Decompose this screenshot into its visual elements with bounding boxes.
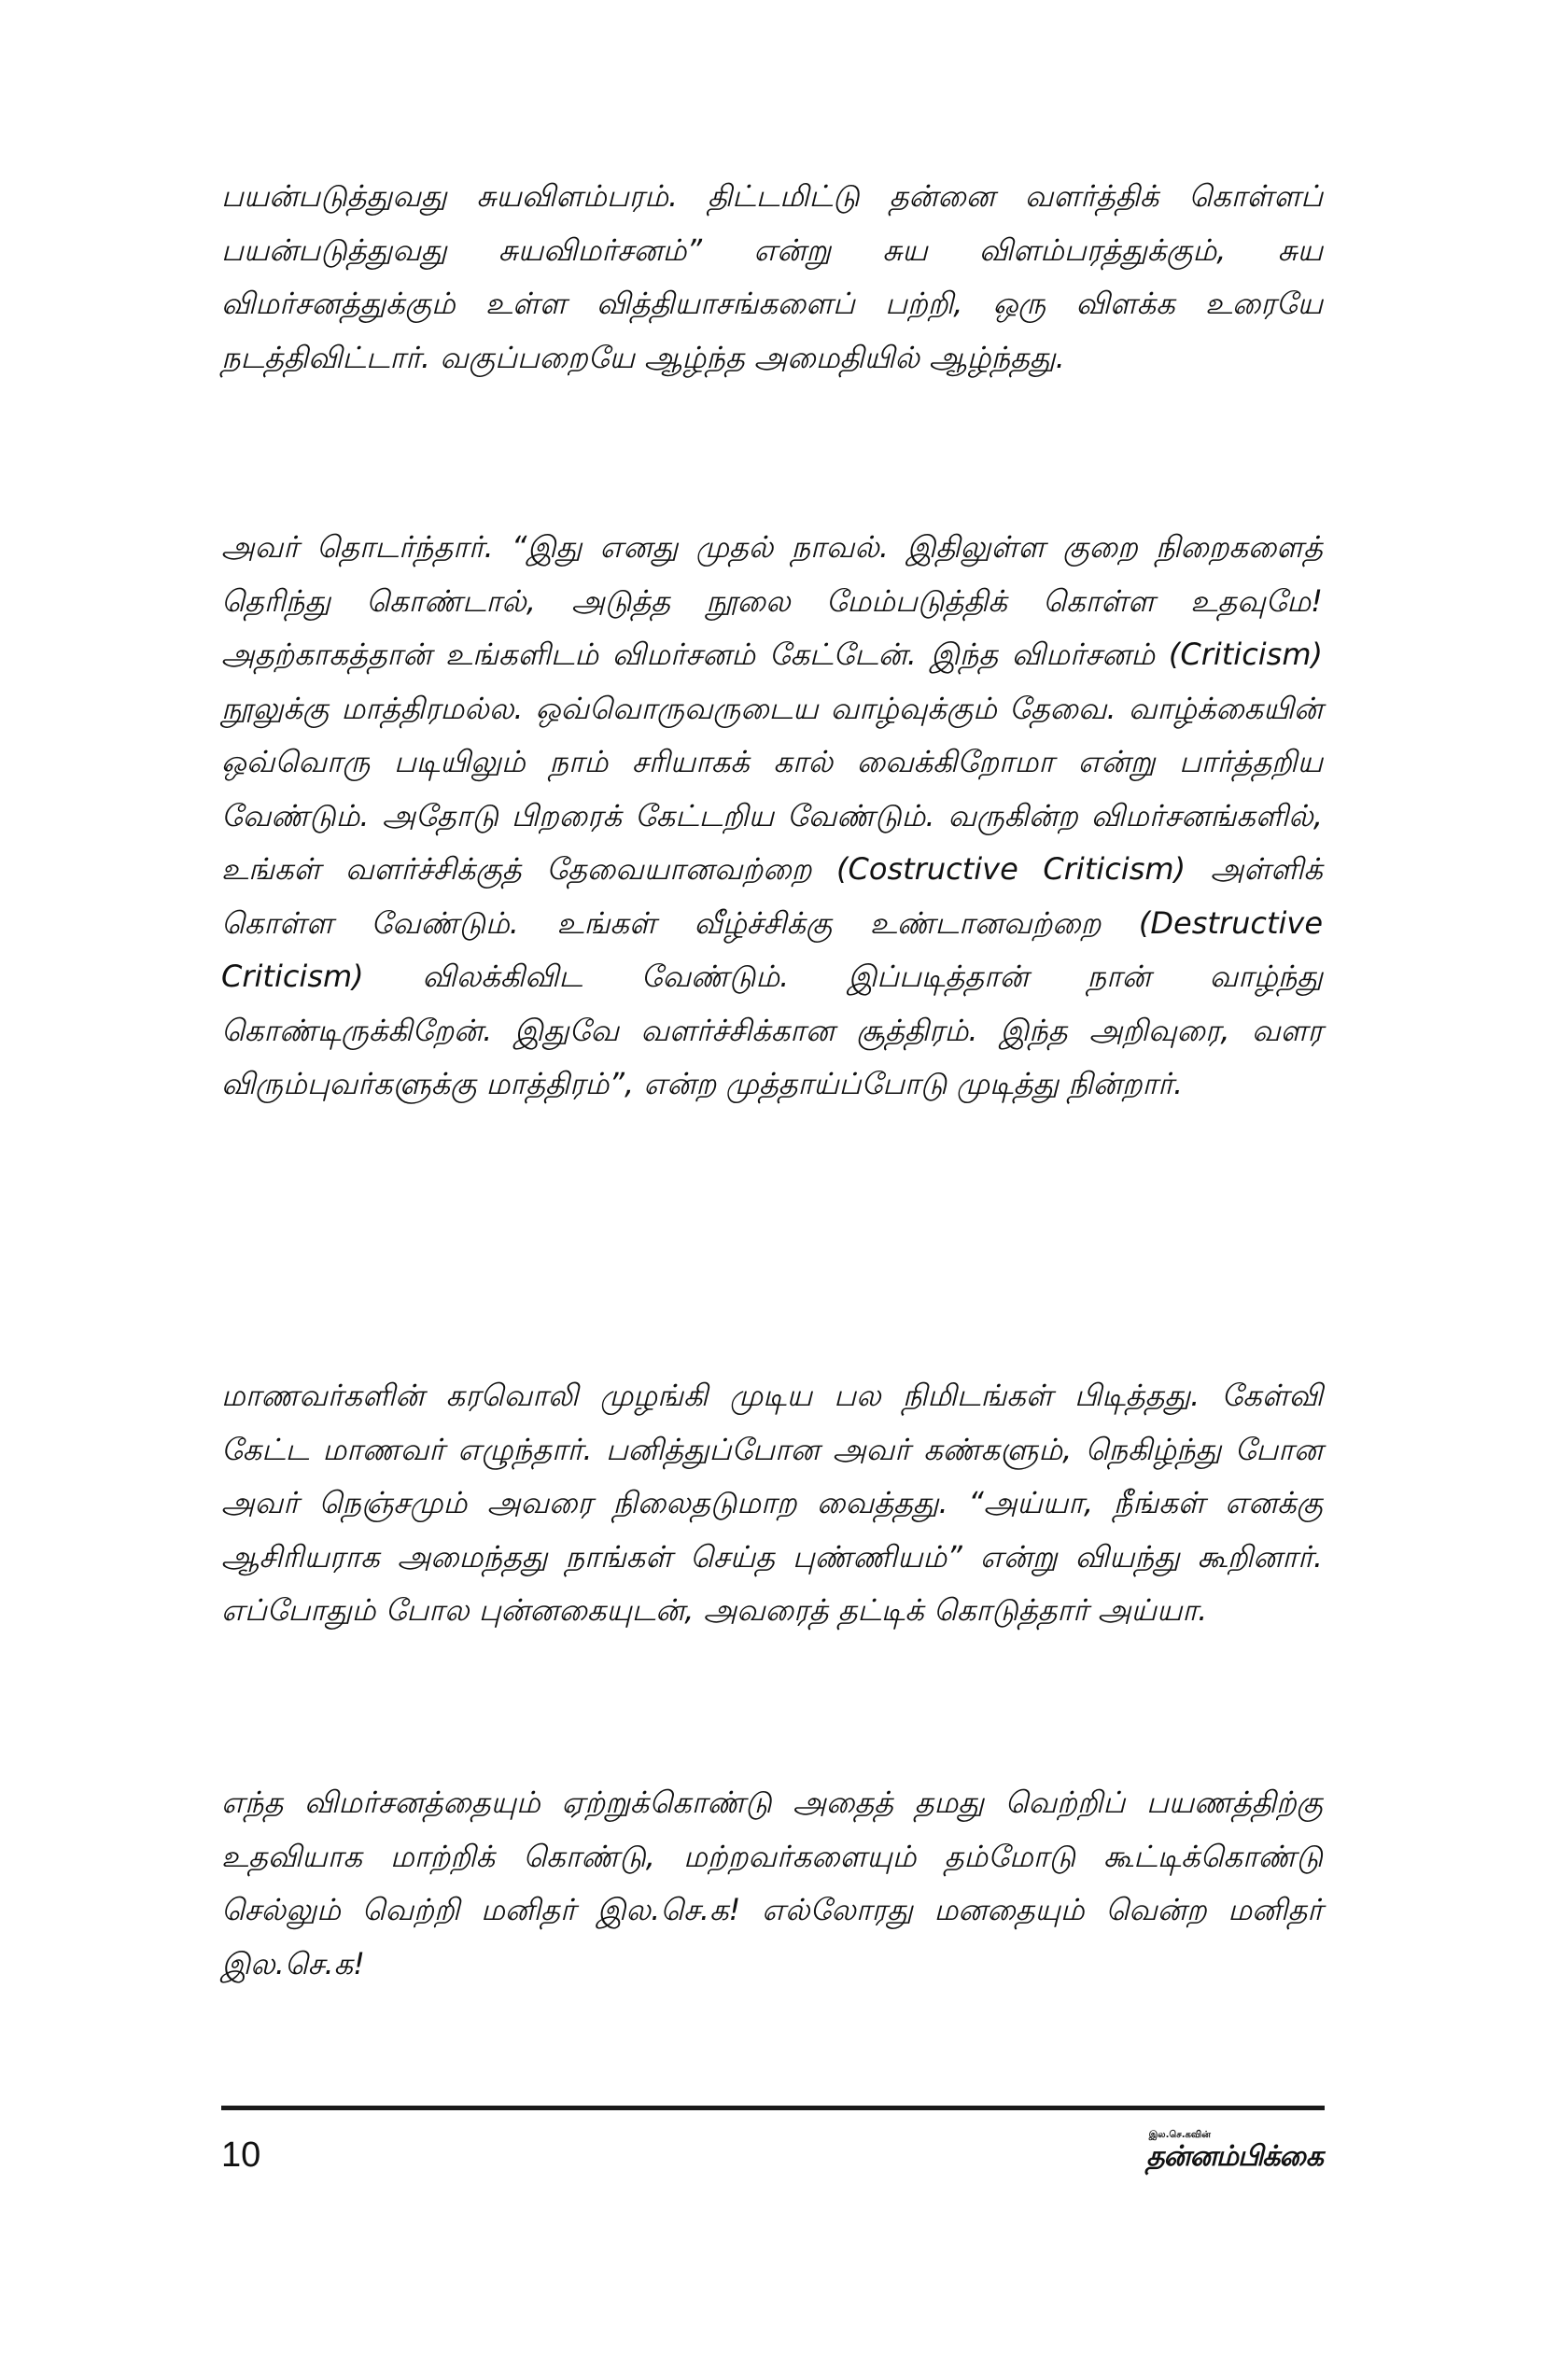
page-number: 10 [221,2135,261,2175]
masthead-title: தன்னம்பிக்கை [1146,2140,1323,2173]
body-paragraph [221,521,1323,1112]
magazine-masthead [1146,2130,1323,2173]
paragraph-text: மாணவர்களின் கரவொலி முழங்கி முடிய பல நிமிடங்கள் பிடித்தது. கேள்வி கேட்ட மாணவர் எழுந்தார். பனித்துப்போன அவர் கண்களும், நெகிழ்ந்து போன அவர் நெஞ்சமும் அவரை நிலைதடுமாற வைத்தது. “அய்யா, நீங்கள் எனக்கு ஆசிரியராக அமைந்தது நாங்கள் செய்த புண்ணியம்” என்று வியந்து கூறினார். எப்போதும் போல புன்னகையுடன், அவரைத் தட்டிக் கொடுத்தார் அய்யா. [221,1378,1324,1628]
paragraph-text: அவர் தொடர்ந்தார். “இது எனது முதல் நாவல். இதிலுள்ள குறை நிறைகளைத் தெரிந்து கொண்டால், அடுத்த நூலை மேம்படுத்திக் கொள்ள உதவுமே! அதற்காகத்தான் உங்களிடம் விமர்சனம் கேட்டேன். இந்த விமர்சனம் (Criticism) நூலுக்கு மாத்திரமல்ல. ஒவ்வொருவருடைய வாழ்வுக்கும் தேவை. வாழ்க்கையின் ஒவ்வொரு படியிலும் நாம் சரியாகக் கால் வைக்கிறோமா என்று பார்த்தறிய வேண்டும். அதோடு பிறரைக் கேட்டறிய வேண்டும். வருகின்ற விமர்சனங்களில், உங்கள் வளர்ச்சிக்குத் தேவையானவற்றை (Costructive Criticism) அள்ளிக் கொள்ள வேண்டும். உங்கள் வீழ்ச்சிக்கு உண்டானவற்றை (Destructive Criticism) விலக்கிவிட வேண்டும். இப்படித்தான் நான் வாழ்ந்து கொண்டிருக்கிறேன். இதுவே வளர்ச்சிக்கான சூத்திரம். இந்த அறிவுரை, வளர விரும்புவர்களுக்கு மாத்திரம்”, என்ற முத்தாய்ப்போடு முடித்து நின்றார். [221,529,1323,1101]
footer-divider [221,2106,1325,2110]
body-paragraph [221,170,1323,385]
body-paragraph [221,1369,1323,1638]
paragraph-text: எந்த விமர்சனத்தையும் ஏற்றுக்கொண்டு அதைத் தமது வெற்றிப் பயணத்திற்கு உதவியாக மாற்றிக் கொண்டு, மற்றவர்களையும் தம்மோடு கூட்டிக்கொண்டு செல்லும் வெற்றி மனிதர் இல.செ.க! எல்லோரது மனதையும் வென்ற மனிதர் இல.செ.க! [221,1785,1323,1981]
paragraph-text: பயன்படுத்துவது சுயவிளம்பரம். திட்டமிட்டு தன்னை வளர்த்திக் கொள்ளப் பயன்படுத்துவது சுயவிமர்சனம்” என்று சுய விளம்பரத்துக்கும், சுய விமர்சனத்துக்கும் உள்ள வித்தியாசங்களைப் பற்றி, ஒரு விளக்க உரையே நடத்திவிட்டார். வகுப்பறையே ஆழ்ந்த அமைதியில் ஆழ்ந்தது. [221,178,1323,375]
masthead-kicker: இல.செ.கவின் [1148,2130,1211,2140]
body-paragraph [221,1776,1323,1991]
